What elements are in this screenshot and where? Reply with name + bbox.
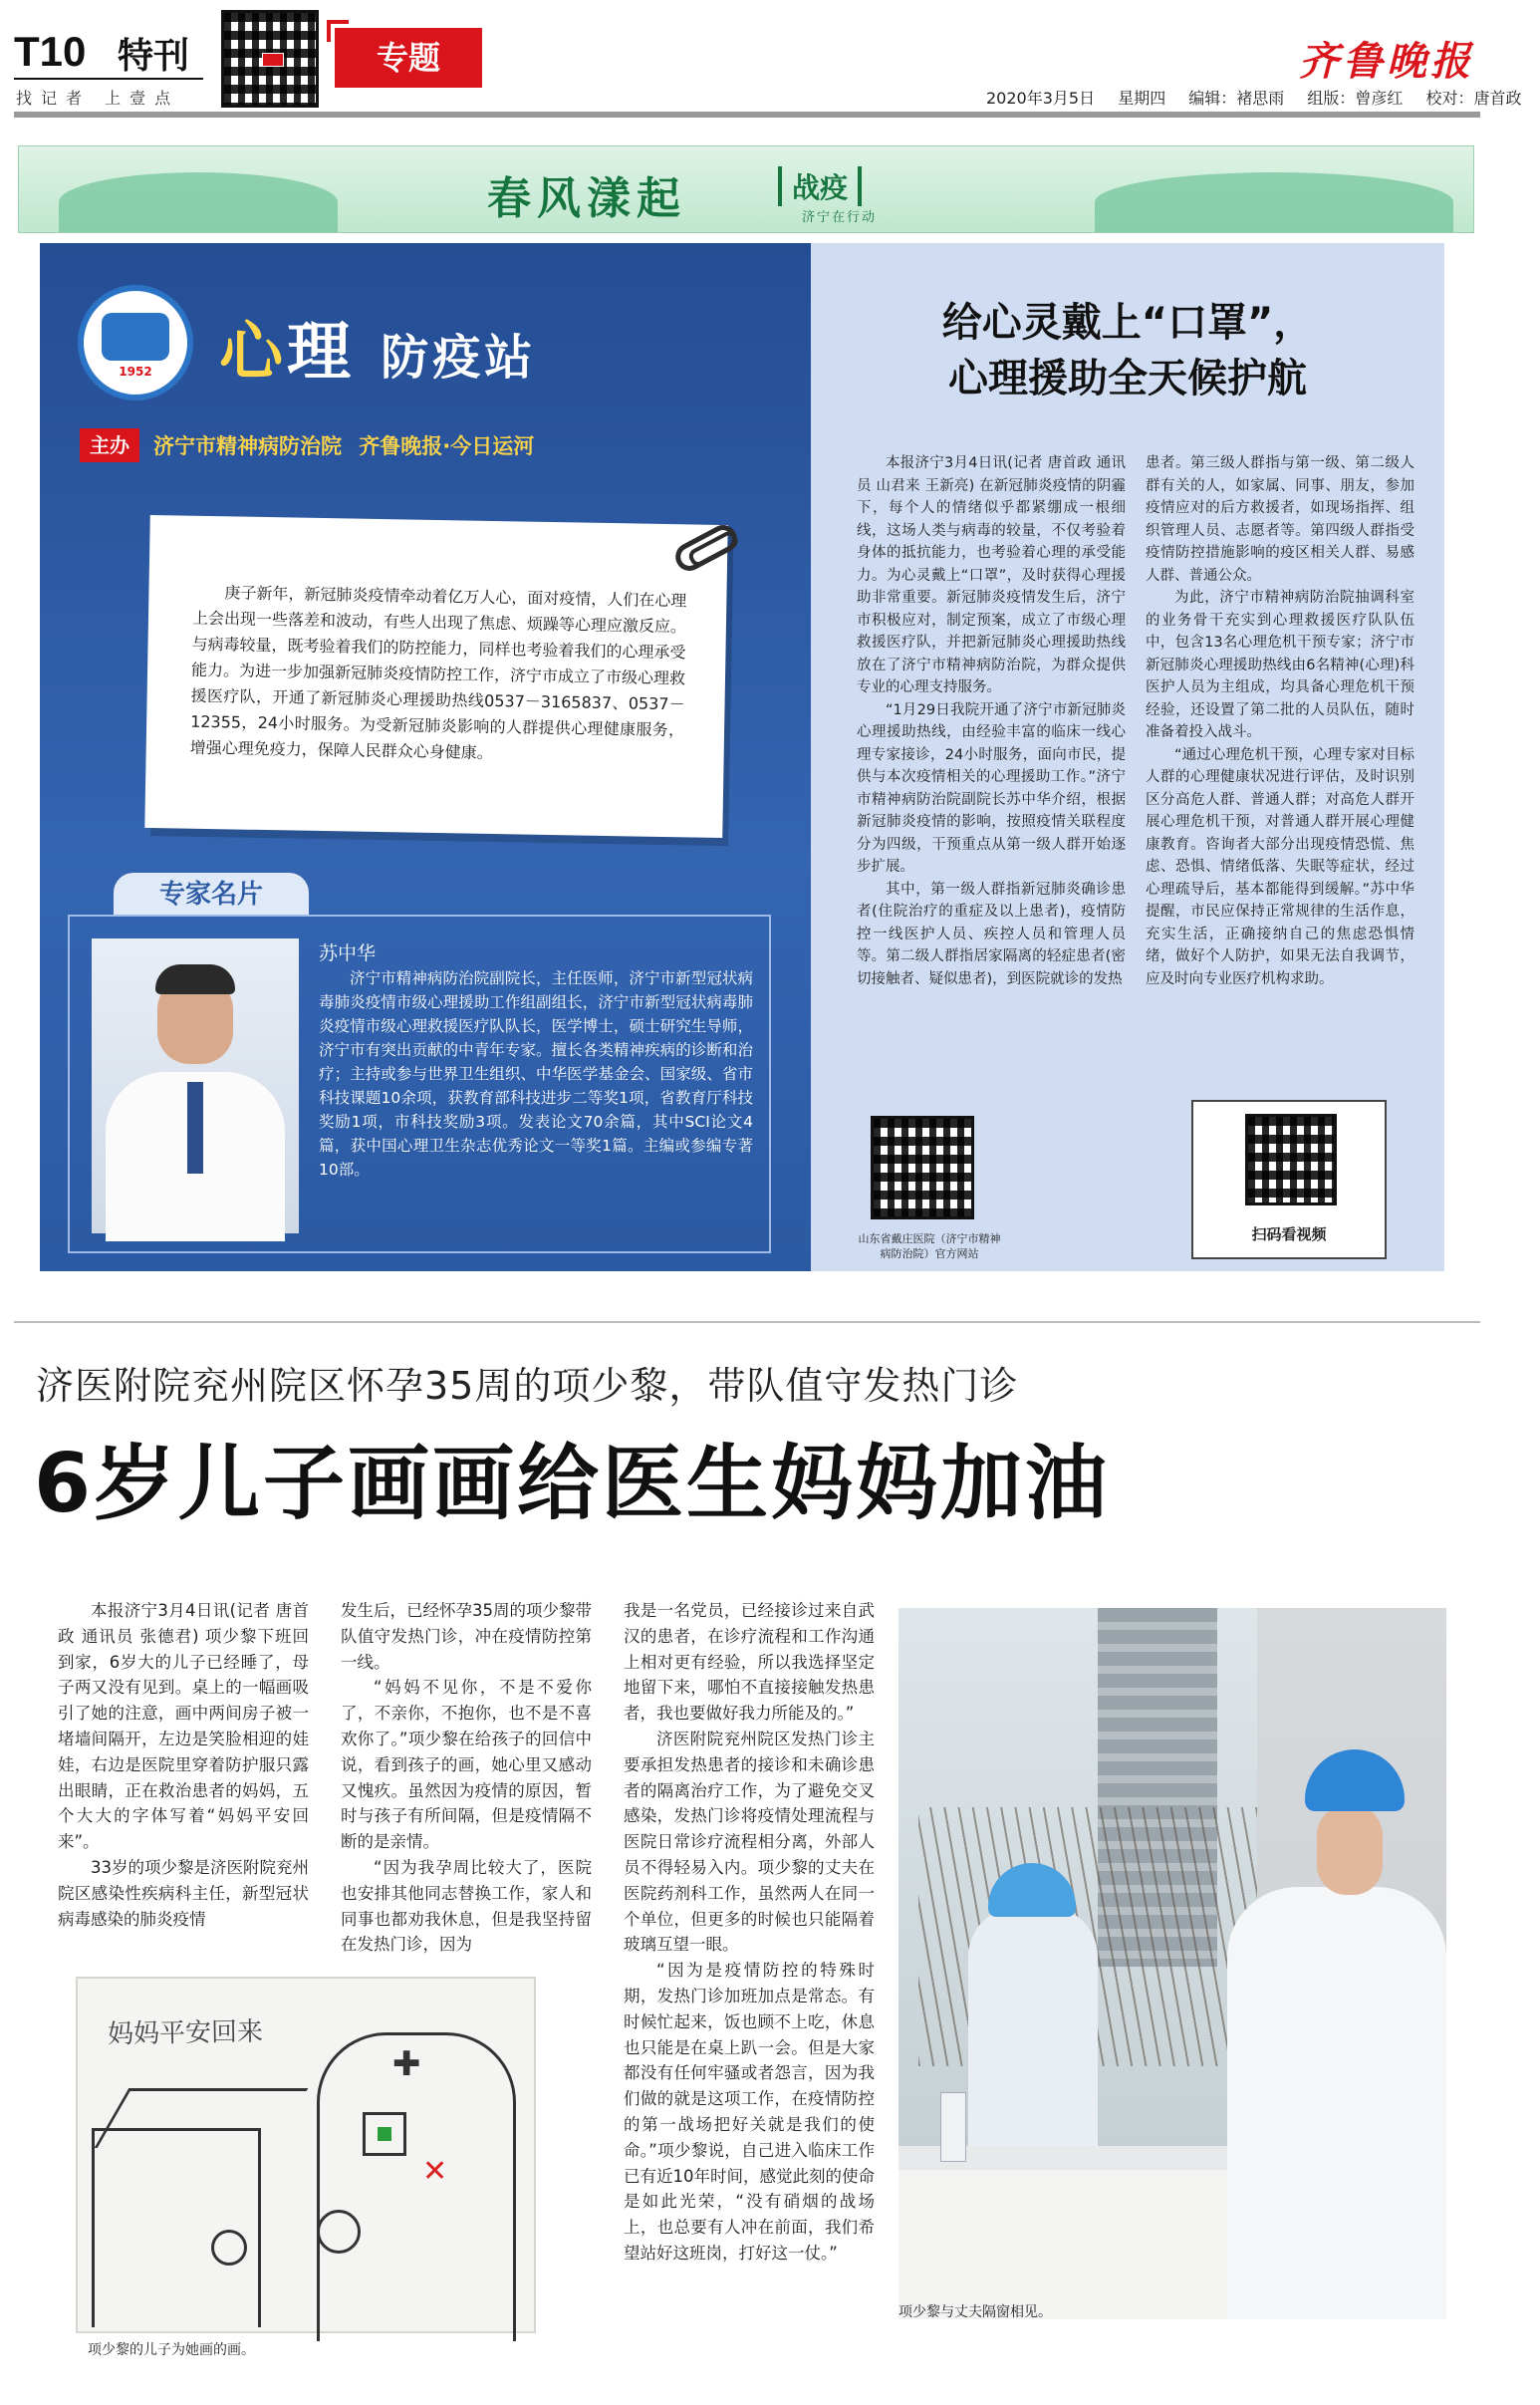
expert-card	[68, 915, 771, 1253]
website-qr-code[interactable]	[871, 1116, 974, 1219]
expert-name: 苏中华	[319, 942, 377, 964]
host-row	[80, 428, 534, 462]
banner-title: 春风漾起	[487, 173, 686, 224]
paragraph: 发生后，已经怀孕35周的项少黎带队值守发热门诊，冲在疫情防控第一线。	[341, 1601, 592, 1672]
intro-text: 庚子新年，新冠肺炎疫情牵动着亿万人心，面对疫情，人们在心理上会出现一些落差和波动，有些人出现了焦虑、烦躁等心理应激反应。与病毒较量，既考验着我们的防控能力，同样也考验着我们的心理承受能力。为进一步加强新冠肺炎疫情防控工作，济宁市成立了市级心理救援医疗队，开通了新冠肺炎心理援助热线0537－3165837、0537－12355，24小时服务。为受新冠肺炎影响的人群提供心理健康服务，增强心理免疫力，保障人民群众心身健康。	[189, 583, 687, 762]
top-rule	[14, 112, 1480, 118]
special-headline-line2: 心理援助全天候护航	[948, 356, 1307, 401]
topic-tab: 专题	[335, 28, 482, 88]
qr-brand-badge	[262, 53, 284, 67]
special-article-col1	[857, 452, 1126, 990]
story-col1	[58, 1598, 309, 1932]
meta-editor: 编辑：褚思雨	[1188, 89, 1285, 108]
photo-caption: 项少黎与丈夫隔窗相见。	[898, 2304, 1052, 2320]
paragraph: “1月29日我院开通了济宁市新冠肺炎心理援助热线，由经验丰富的临床一线心理专家接诊，24小时服务，面向市民，提供与本次疫情相关的心理援助工作。”济宁市精神病防治院副院长苏中华介绍，根据新冠肺炎疫情的影响，按照疫情关联程度分为四级，干预重点从第一级人群开始逐步扩展。	[857, 701, 1126, 875]
child-drawing	[76, 1977, 536, 2333]
intro-note	[144, 515, 727, 838]
paragraph: “因为我孕周比较大了，医院也安排其他同志替换工作，家人和同事也都劝我休息，但是我坚持留在发热门诊，因为	[341, 1857, 592, 1955]
paragraph: 33岁的项少黎是济医附院兖州院区感染性疾病科主任，新型冠状病毒感染的肺炎疫情	[58, 1857, 309, 1929]
story-photo	[898, 1608, 1446, 2319]
drawing-text: 妈妈平安回来	[107, 2016, 264, 2050]
story-title: 6岁儿子画画给医生妈妈加油	[34, 1437, 1111, 1531]
expert-bio: 济宁市精神病防治院副院长，主任医师，济宁市新型冠状病毒肺炎疫情市级心理援助工作组副组长，济宁市新型冠状病毒肺炎疫情市级心理救援医疗队队长，医学博士，硕士研究生导师，济宁市有突出贡献的中青年专家。擅长各类精神疾病的诊断和治疗；主持或参与世界卫生组织、中华医学基金会、国家级、省市科技课题10余项，获教育部科技进步二等奖1项，省教育厅科技奖励1项，市科技奖励3项。发表论文70余篇，其中SCI论文4篇，获中国心理卫生杂志优秀论文一等奖1篇。主编或参编专著10部。	[319, 969, 753, 1179]
psychology-special	[40, 243, 1444, 1271]
paragraph: 患者。第三级人群指与第一级、第二级人群有关的人，如家属、同事、朋友，参加疫情应对的后方救援者，如现场指挥、组织管理人员、志愿者等。第四级人群指受疫情防控措施影响的疫区相关人群、易感人群、普通公众。	[1146, 455, 1414, 584]
story-rule	[14, 1321, 1480, 1323]
paragraph: 本报济宁3月4日讯(记者 唐首政 通讯员 张德君) 项少黎下班回到家，6岁大的儿子已经睡了，母子两又没有见到。桌上的一幅画吸引了她的注意，画中两间房子被一堵墙间隔开，左边是笑脸相迎的娃娃，右边是医院里穿着防护服只露出眼睛，正在救治患者的妈妈，五个大大的字体写着“妈妈平安回来”。	[58, 1601, 309, 1852]
drawing-window	[363, 2112, 406, 2156]
drawing-caption: 项少黎的儿子为她画的画。	[88, 2342, 255, 2358]
banner-hill	[59, 172, 338, 232]
host-text: 济宁市精神病防治院 齐鲁晚报·今日运河	[153, 434, 535, 458]
story-col3	[624, 1598, 875, 2267]
banner-hill	[1095, 172, 1453, 232]
story-col2	[341, 1598, 592, 1958]
paper-logo: 齐鲁晚报	[1299, 38, 1474, 85]
paragraph: “妈妈不见你，不是不爱你了，不亲你，不抱你，也不是不喜欢你了。”项少黎在给孩子的回信中说，看到孩子的画，她心里又感动又愧疚。虽然因为疫情的原因，暂时与孩子有所间隔，但是疫情隔不断的是亲情。	[341, 1678, 592, 1852]
header-underline	[14, 78, 203, 80]
station-title-c: 防疫站	[381, 330, 537, 386]
drawing-x-mark: ✕	[422, 2154, 448, 2189]
paragraph: “因为是疫情防控的特殊时期，发热门诊加班加点是常态。有时候忙起来，饭也顾不上吃，休息也只能是在桌上趴一会。但是大家都没有任何牢骚或者怨言，因为我们做的就是这项工作，在疫情防控的第一战场把好关就是我们的使命。”项少黎说，自己进入临床工作已有近10年时间，感觉此刻的使命是如此光荣，“没有硝烟的战场上，也总要有人冲在前面，我们希望站好这班岗，打好这一仗。”	[624, 1961, 875, 2263]
hospital-logo-year: 1952	[119, 365, 152, 379]
drawing-window-dot	[378, 2127, 391, 2141]
expert-photo-hair	[155, 964, 235, 994]
drawing-figure-mother	[317, 2210, 361, 2254]
hospital-logo	[78, 285, 193, 401]
drawing-house-left	[92, 2128, 261, 2327]
meta-proof: 校对：唐首政	[1425, 89, 1522, 108]
video-qr-code[interactable]	[1245, 1114, 1337, 1205]
meta-weekday: 星期四	[1118, 89, 1166, 108]
special-right-panel	[811, 243, 1444, 1271]
meta-line	[986, 86, 1540, 109]
station-title-a: 心	[219, 316, 287, 390]
page-number: T10	[14, 28, 87, 75]
special-left-panel	[40, 243, 811, 1271]
special-article-col2	[1146, 452, 1414, 990]
header-qr-code[interactable]	[221, 10, 319, 108]
photo-man	[968, 1907, 1098, 2166]
header-subtitle: 找记者 上壹点	[16, 89, 180, 108]
special-headline-line1: 给心灵戴上“口罩”，	[941, 300, 1314, 346]
banner-tag: 战疫	[778, 166, 862, 206]
station-title	[219, 301, 536, 393]
paragraph: 济医附院兖州院区发热门诊主要承担发热患者的接诊和未确诊患者的隔离治疗工作，为了避免交叉感染，发热门诊将疫情处理流程与医院日常诊疗流程相分离，外部人员不得轻易入内。项少黎的丈夫在医院药剂科工作，虽然两人在同一个单位，但更多的时候也只能隔着玻璃互望一眼。	[624, 1729, 875, 1955]
expert-photo-tie	[187, 1082, 203, 1174]
photo-woman-face	[1317, 1805, 1383, 1895]
paragraph: 我是一名党员，已经接诊过来自武汉的患者，在诊疗流程和工作沟通上相对更有经验，所以我选择坚定地留下来，哪怕不直接接触发热患者，我也要做好我力所能及的。”	[624, 1601, 875, 1724]
story-kicker: 济医附院兖州院区怀孕35周的项少黎，带队值守发热门诊	[36, 1364, 1019, 1408]
campaign-banner	[18, 145, 1474, 233]
drawing-roof	[95, 2088, 309, 2148]
meta-date: 2020年3月5日	[986, 89, 1096, 108]
expert-photo	[92, 938, 299, 1233]
drawing-figure-child	[211, 2230, 247, 2266]
paragraph: 为此，济宁市精神病防治院抽调科室的业务骨干充实到心理救援医疗队队伍中，包含13名心理危机干预专家；济宁市新冠肺炎心理援助热线由6名精神(心理)科医护人员为主组成，均具备心理危机干预经验，还设置了第二批的人员队伍，随时准备着投入战斗。	[1146, 590, 1414, 740]
photo-woman	[1227, 1887, 1446, 2319]
video-qr-caption: 扫码看视频	[1251, 1225, 1327, 1243]
banner-subtitle: 济宁在行动	[802, 210, 878, 225]
section-name: 特刊	[118, 36, 190, 77]
video-qr-box	[1191, 1100, 1387, 1259]
website-qr-caption: 山东省戴庄医院（济宁市精神病防治院）官方网站	[858, 1232, 1001, 1260]
paragraph: 其中，第一级人群指新冠肺炎确诊患者(住院治疗的重症及以上患者)，疫情防控一线医护人员、疾控人员和管理人员等。第二级人群指居家隔离的轻症患者(密切接触者、疑似患者)，到医院就诊的发热	[857, 881, 1126, 987]
station-title-b: 理	[287, 316, 355, 390]
expert-card-tab: 专家名片	[114, 873, 309, 917]
drawing-cross-icon: ✚	[392, 2044, 421, 2084]
special-headline	[851, 295, 1405, 406]
hospital-logo-emblem	[102, 313, 169, 361]
meta-layout: 组版：曾彦红	[1307, 89, 1404, 108]
paragraph: “通过心理危机干预，心理专家对目标人群的心理健康状况进行评估，及时识别区分高危人群、普通人群；对高危人群开展心理危机干预，对普通人群开展心理健康教育。咨询者大部分出现疫情恐慌、焦虑、恐惧、情绪低落、失眠等症状，经过心理疏导后，基本都能得到缓解。”苏中华提醒，市民应保持正常规律的生活作息，充实生活，正确接纳自己的焦虑恐惧情绪，做好个人防护，如果无法自我调节，应及时向专业医疗机构求助。	[1146, 746, 1414, 987]
photo-bottle	[940, 2092, 966, 2162]
paragraph: 本报济宁3月4日讯(记者 唐首政 通讯员 山君来 王新亮) 在新冠肺炎疫情的阴霾下，每个人的情绪似乎都紧绷成一根细线，这场人类与病毒的较量，不仅考验着身体的抵抗能力，也考验着心理的承受能力。为心灵戴上“口罩”，及时获得心理援助非常重要。新冠肺炎疫情发生后，济宁市积极应对，制定预案，成立了市级心理救援医疗队，并把新冠肺炎心理援助热线放在了济宁市精神病防治院，为群众提供专业的心理支持服务。	[857, 455, 1126, 695]
host-tag: 主办	[80, 428, 139, 462]
